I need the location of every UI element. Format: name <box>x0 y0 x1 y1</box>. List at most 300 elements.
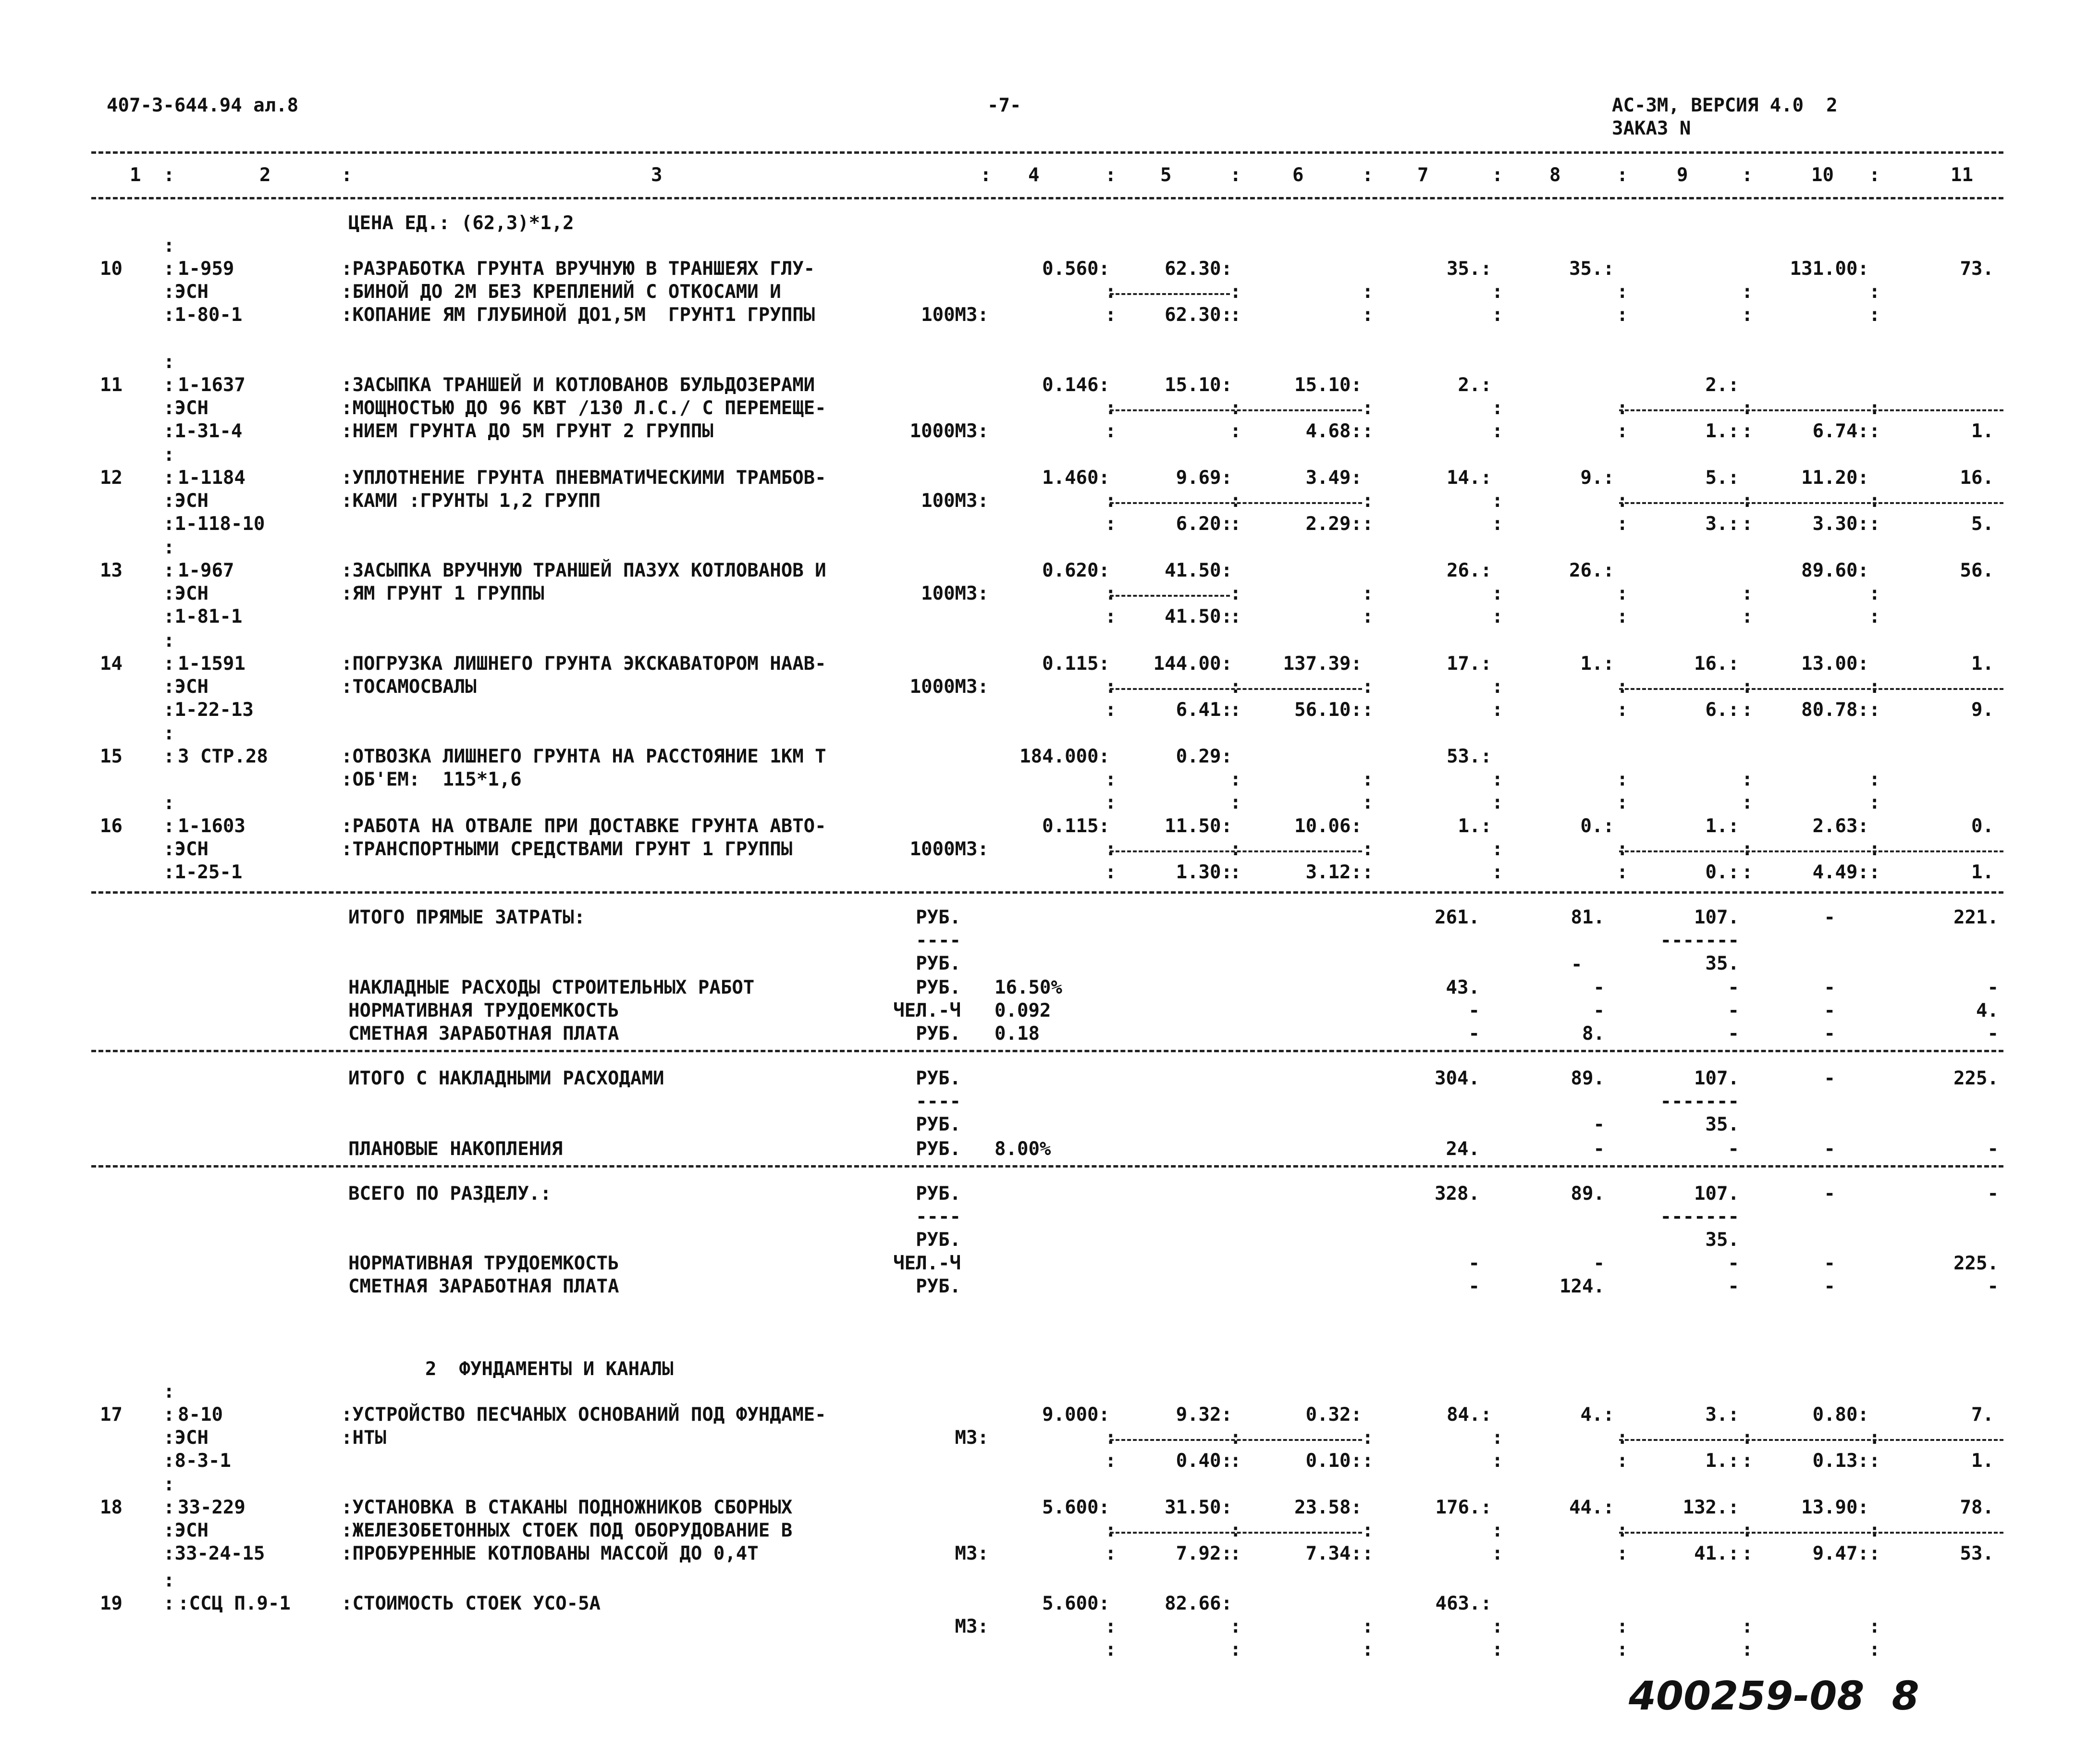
row-code-ref: :8-3-1 <box>163 1450 231 1472</box>
row-description: :ОТВОЗКА ЛИШНЕГО ГРУНТА НА РАССТОЯНИЕ 1КМ Т <box>341 746 826 767</box>
row-code-base: :ЭСН <box>163 1520 209 1541</box>
row-unit: 100М3: <box>921 304 989 326</box>
column-separator: : <box>1617 164 1628 186</box>
row-value-v11: 73. <box>1960 258 1994 280</box>
row-code-base: :ЭСН <box>163 281 209 303</box>
total-direct-col8: 81. <box>1571 907 1605 928</box>
row-separator: : <box>1617 1616 1628 1637</box>
value-split-rule <box>1619 502 2003 504</box>
program-version: АС-3М, ВЕРСИЯ 4.0 2 <box>1612 95 1838 116</box>
row-value-v7: 84.: <box>1447 1404 1492 1426</box>
row-separator: : <box>1492 769 1503 790</box>
row-number: 19 <box>100 1593 123 1614</box>
column-header-3: 3 <box>651 164 663 186</box>
row-separator: : <box>163 235 175 257</box>
row-separator: : <box>1492 861 1503 883</box>
row-value-v10: 80.78: <box>1801 699 1869 721</box>
row-separator: : <box>163 444 175 466</box>
row-description: :УПЛОТНЕНИЕ ГРУНТА ПНЕВМАТИЧЕСКИМИ ТРАМБОВ- <box>341 467 826 489</box>
section-total-col10: - <box>1824 1183 1835 1205</box>
row-separator: : <box>1617 606 1628 627</box>
column-header-2: 2 <box>259 164 271 186</box>
row-value-v6: 137.39: <box>1283 653 1362 675</box>
row-separator: : <box>163 1474 175 1495</box>
section-labor-intensity-col9: - <box>1728 1253 1739 1274</box>
total-direct-col7: 261. <box>1435 907 1480 928</box>
row-separator: : <box>1362 583 1374 604</box>
planned-savings-col10: - <box>1824 1138 1835 1160</box>
row-value-v10: 2.63: <box>1812 815 1869 837</box>
row-separator: : <box>1230 1427 1241 1449</box>
row-separator: : <box>1105 1520 1117 1541</box>
rule-totals-3 <box>91 1165 2003 1168</box>
row-quantity: 0.115: <box>1042 815 1110 837</box>
row-value-v10: 6.74: <box>1812 420 1869 442</box>
section-total-col11: - <box>1987 1183 1999 1205</box>
row-value-v7: 14.: <box>1447 467 1492 489</box>
row-separator: : <box>1742 861 1753 883</box>
row-code: :ССЦ П.9-1 <box>178 1593 291 1614</box>
rule-top <box>91 151 2003 154</box>
row-number: 13 <box>100 560 123 581</box>
row-description: :НИЕМ ГРУНТА ДО 5М ГРУНТ 2 ГРУППЫ <box>341 420 713 442</box>
row-separator: : <box>1869 281 1880 303</box>
row-separator: : <box>1742 490 1753 512</box>
row-value-v11: 78. <box>1960 1497 1994 1518</box>
labor-intensity-col11: 4. <box>1976 1000 1999 1021</box>
row-separator: : <box>1492 699 1503 721</box>
row-value-v5: 62.30: <box>1165 258 1232 280</box>
row-value-v10: 11.20: <box>1801 467 1869 489</box>
column-header-7: 7 <box>1417 164 1429 186</box>
row-separator: : <box>1230 281 1241 303</box>
estimated-wage-label: СМЕТНАЯ ЗАРАБОТНАЯ ПЛАТА <box>348 1023 619 1045</box>
overhead-col9: - <box>1728 977 1739 998</box>
row-separator: : <box>1362 420 1374 442</box>
value-split-rule <box>1110 850 1362 852</box>
row-separator: : <box>1869 1450 1880 1472</box>
row-separator: : <box>1230 583 1241 604</box>
row-value-v6: 0.32: <box>1305 1404 1362 1426</box>
row-separator: : <box>1230 420 1241 442</box>
row-number: 16 <box>100 815 123 837</box>
planned-savings-col9: - <box>1728 1138 1739 1160</box>
row-separator: : <box>163 723 175 744</box>
row-code: 33-229 <box>178 1497 246 1518</box>
row-value-v9: 3.: <box>1705 513 1739 535</box>
column-separator: : <box>1492 164 1503 186</box>
row-code: 1-1591 <box>178 653 246 675</box>
row-value-v11: 1. <box>1971 420 1994 442</box>
row-description: :МОЩНОСТЬЮ ДО 96 КВТ /130 Л.С./ С ПЕРЕМЕЩЕ- <box>341 397 826 419</box>
row-value-v5: 15.10: <box>1165 374 1232 396</box>
overhead-col8: - <box>1593 977 1605 998</box>
row-description: :ТРАНСПОРТНЫМИ СРЕДСТВАМИ ГРУНТ 1 ГРУППЫ <box>341 838 793 860</box>
row-description: :КОПАНИЕ ЯМ ГЛУБИНОЙ ДО1,5М ГРУНТ1 ГРУППЫ <box>341 304 815 326</box>
section-labor-intensity-unit: ЧЕЛ.-Ч <box>893 1253 961 1274</box>
row-separator: : <box>163 792 175 814</box>
row-value-v9: 41.: <box>1694 1543 1739 1564</box>
row-value-v7: 17.: <box>1447 653 1492 675</box>
row-value-v8: 4.: <box>1580 1404 1614 1426</box>
row-value-v9: 1.: <box>1705 815 1739 837</box>
row-value-v11: 56. <box>1960 560 1994 581</box>
row-separator: : <box>1742 1520 1753 1541</box>
value-split-rule <box>1110 293 1230 295</box>
row-unit: М3: <box>955 1543 989 1564</box>
row-value-v6: 3.12: <box>1305 861 1362 883</box>
row-separator: : <box>1492 606 1503 627</box>
row-separator: : <box>163 560 175 581</box>
planned-savings-col7: 24. <box>1446 1138 1480 1160</box>
row-value-v8: 26.: <box>1569 560 1614 581</box>
section-total-col7: 328. <box>1435 1183 1480 1205</box>
row-separator: : <box>1362 281 1374 303</box>
row-separator: : <box>1742 1543 1753 1564</box>
row-separator: : <box>163 1570 175 1591</box>
row-separator: : <box>1617 861 1628 883</box>
estimated-wage-col8: 8. <box>1582 1023 1605 1045</box>
row-value-v9: 132.: <box>1682 1497 1739 1518</box>
row-value-v9: 5.: <box>1705 467 1739 489</box>
row-code-ref: :1-31-4 <box>163 420 243 442</box>
total-with-overhead-unit: РУБ. <box>916 1068 961 1089</box>
row-separator: : <box>1230 861 1241 883</box>
row-separator: : <box>1362 1520 1374 1541</box>
overhead-col11: - <box>1987 977 1999 998</box>
total-with-overhead-col7: 304. <box>1435 1068 1480 1089</box>
row-value-v11: 0. <box>1971 815 1994 837</box>
row-value-v11: 7. <box>1971 1404 1994 1426</box>
estimated-wage-col10: - <box>1824 1023 1835 1045</box>
row-description: :СТОИМОСТЬ СТОЕК УСО-5А <box>341 1593 601 1614</box>
row-value-v7: 35.: <box>1447 258 1492 280</box>
row-separator: : <box>163 1404 175 1426</box>
row-value-v5: 11.50: <box>1165 815 1232 837</box>
row-separator: : <box>163 630 175 652</box>
row-quantity: 1.460: <box>1042 467 1110 489</box>
row-value-v9: 1.: <box>1705 420 1739 442</box>
column-separator: : <box>1230 164 1241 186</box>
row-separator: : <box>1869 1427 1880 1449</box>
row-description: :БИНОЙ ДО 2М БЕЗ КРЕПЛЕНИЙ С ОТКОСАМИ И <box>341 281 781 303</box>
row-separator: : <box>1617 769 1628 790</box>
row-value-v7: 53.: <box>1447 746 1492 767</box>
row-value-v5: 6.41: <box>1176 699 1232 721</box>
section-labor-intensity-col11: 225. <box>1953 1253 1999 1274</box>
row-separator: : <box>1105 583 1117 604</box>
row-value-v5: 6.20: <box>1176 513 1232 535</box>
planned-savings-value: 8.00% <box>995 1138 1051 1160</box>
column-header-9: 9 <box>1677 164 1688 186</box>
section-total-col9: 107. <box>1694 1183 1739 1205</box>
row-separator: : <box>1230 1520 1241 1541</box>
total-direct-col8-sub: - <box>1571 954 1583 975</box>
row-value-v5: 41.50: <box>1165 606 1232 627</box>
value-split-rule <box>1110 502 1362 504</box>
row-separator: : <box>163 1381 175 1402</box>
row-value-v8: 0.: <box>1580 815 1614 837</box>
row-quantity: 5.600: <box>1042 1593 1110 1614</box>
row-separator: : <box>1105 490 1117 512</box>
row-unit: 1000М3: <box>909 838 989 860</box>
row-value-v10: 0.80: <box>1812 1404 1869 1426</box>
row-value-v5: 62.30: <box>1165 304 1232 326</box>
row-value-v11: 1. <box>1971 861 1994 883</box>
row-value-v9: 0.: <box>1705 861 1739 883</box>
value-split-rule <box>1110 1532 1362 1534</box>
row-separator: : <box>1492 676 1503 698</box>
column-separator: : <box>1105 164 1117 186</box>
row-value-v8: 44.: <box>1569 1497 1614 1518</box>
row-separator: : <box>1230 397 1241 419</box>
column-separator: : <box>163 164 175 186</box>
rule-before-totals <box>91 891 2003 894</box>
row-description: :ПОГРУЗКА ЛИШНЕГО ГРУНТА ЭКСКАВАТОРОМ НААВ- <box>341 653 826 675</box>
row-code: 1-959 <box>178 258 234 280</box>
row-separator: : <box>1230 769 1241 790</box>
row-value-v8: 35.: <box>1569 258 1614 280</box>
row-value-v7: 1.: <box>1458 815 1492 837</box>
row-separator: : <box>1105 699 1117 721</box>
row-value-v7: 463.: <box>1435 1593 1492 1614</box>
row-separator: : <box>1105 513 1117 535</box>
row-separator: : <box>1362 838 1374 860</box>
section-total-col9-sub: 35. <box>1705 1229 1739 1251</box>
row-separator: : <box>1869 606 1880 627</box>
row-separator: : <box>1105 420 1117 442</box>
overhead-col7: 43. <box>1446 977 1480 998</box>
row-value-v5: 1.30: <box>1176 861 1232 883</box>
row-value-v7: 2.: <box>1458 374 1492 396</box>
row-separator: : <box>163 746 175 767</box>
row-separator: : <box>1869 490 1880 512</box>
column-separator: : <box>1742 164 1753 186</box>
labor-intensity-value: 0.092 <box>995 1000 1051 1021</box>
total-with-overhead-col11: 225. <box>1953 1068 1999 1089</box>
estimated-wage-unit: РУБ. <box>916 1023 961 1045</box>
row-value-v10: 0.13: <box>1812 1450 1869 1472</box>
row-value-v7: 26.: <box>1447 560 1492 581</box>
section-estimated-wage-unit: РУБ. <box>916 1276 961 1297</box>
row-code: 1-1637 <box>178 374 246 396</box>
total-with-overhead-col8-sub: - <box>1593 1114 1605 1135</box>
row-code-base: :ЭСН <box>163 490 209 512</box>
column-header-4: 4 <box>1028 164 1040 186</box>
row-value-v11: 1. <box>1971 1450 1994 1472</box>
row-separator: : <box>1617 699 1628 721</box>
total-with-overhead-col10: - <box>1824 1068 1835 1089</box>
value-split-rule <box>1619 1439 2003 1441</box>
row-separator: : <box>1869 420 1880 442</box>
value-split-rule <box>1110 409 1362 411</box>
price-note: ЦЕНА ЕД.: (62,3)*1,2 <box>348 212 574 234</box>
row-number: 14 <box>100 653 123 675</box>
row-separator: : <box>1362 1450 1374 1472</box>
row-description: :ТОСАМОСВАЛЫ <box>341 676 477 698</box>
row-description: :УСТАНОВКА В СТАКАНЫ ПОДНОЖНИКОВ СБОРНЫХ <box>341 1497 793 1518</box>
column-header-6: 6 <box>1292 164 1304 186</box>
row-value-v6: 7.34: <box>1305 1543 1362 1564</box>
value-split-rule <box>1110 595 1230 597</box>
labor-intensity-col8: - <box>1593 1000 1605 1021</box>
overhead-unit: РУБ. <box>916 977 961 998</box>
row-separator: : <box>1869 1616 1880 1637</box>
row-value-v11: 1. <box>1971 653 1994 675</box>
row-separator: : <box>1869 1639 1880 1661</box>
column-separator: : <box>1869 164 1880 186</box>
section-total-unit: РУБ. <box>916 1183 961 1205</box>
row-separator: : <box>1362 1639 1374 1661</box>
row-separator: : <box>1617 304 1628 326</box>
row-description: :ЖЕЛЕЗОБЕТОННЫХ СТОЕК ПОД ОБОРУДОВАНИЕ В <box>341 1520 793 1541</box>
row-separator: : <box>1742 606 1753 627</box>
column-header-11: 11 <box>1951 164 1973 186</box>
row-description: :КАМИ :ГРУНТЫ 1,2 ГРУПП <box>341 490 601 512</box>
row-separator: : <box>1742 1427 1753 1449</box>
section-2-title: 2 ФУНДАМЕНТЫ И КАНАЛЫ <box>425 1358 674 1380</box>
row-value-v5: 41.50: <box>1165 560 1232 581</box>
row-separator: : <box>1230 676 1241 698</box>
row-value-v6: 10.06: <box>1294 815 1362 837</box>
row-separator: : <box>1869 699 1880 721</box>
row-separator: : <box>1617 1639 1628 1661</box>
total-with-overhead-col9: 107. <box>1694 1068 1739 1089</box>
document-code: 407-3-644.94 ал.8 <box>107 95 299 116</box>
row-quantity: 0.115: <box>1042 653 1110 675</box>
row-value-v6: 0.10: <box>1305 1450 1362 1472</box>
row-separator: : <box>1105 304 1117 326</box>
row-unit: 100М3: <box>921 583 989 604</box>
row-separator: : <box>1362 699 1374 721</box>
row-separator: : <box>1869 861 1880 883</box>
row-separator: : <box>1492 838 1503 860</box>
row-value-v10: 13.00: <box>1801 653 1869 675</box>
order-number: ЗАКАЗ N <box>1612 118 1691 139</box>
row-value-v6: 56.10: <box>1294 699 1362 721</box>
row-separator: : <box>1230 490 1241 512</box>
row-separator: : <box>1362 1543 1374 1564</box>
row-separator: : <box>1230 699 1241 721</box>
row-value-v6: 4.68: <box>1305 420 1362 442</box>
row-description: :ЗАСЫПКА ВРУЧНУЮ ТРАНШЕЙ ПАЗУХ КОТЛОВАНОВ И <box>341 560 826 581</box>
row-separator: : <box>1869 583 1880 604</box>
section-labor-intensity-col8: - <box>1593 1253 1605 1274</box>
total-direct-dash: ---- <box>916 930 961 951</box>
labor-intensity-label: НОРМАТИВНАЯ ТРУДОЕМКОСТЬ <box>348 1000 619 1021</box>
row-separator: : <box>1492 420 1503 442</box>
section-estimated-wage-col9: - <box>1728 1276 1739 1297</box>
row-separator: : <box>1742 1639 1753 1661</box>
row-separator: : <box>1742 1616 1753 1637</box>
column-separator: : <box>1362 164 1374 186</box>
row-separator: : <box>163 1593 175 1614</box>
section-labor-intensity-label: НОРМАТИВНАЯ ТРУДОЕМКОСТЬ <box>348 1253 619 1274</box>
row-quantity: 5.600: <box>1042 1497 1110 1518</box>
row-separator: : <box>1492 1639 1503 1661</box>
row-code: 1-1603 <box>178 815 246 837</box>
row-separator: : <box>1230 1639 1241 1661</box>
row-code-base: :ЭСН <box>163 1427 209 1449</box>
planned-savings-label: ПЛАНОВЫЕ НАКОПЛЕНИЯ <box>348 1138 563 1160</box>
row-value-v9: 2.: <box>1705 374 1739 396</box>
estimated-wage-col11: - <box>1987 1023 1999 1045</box>
row-separator: : <box>1742 281 1753 303</box>
value-split-rule <box>1110 688 1362 690</box>
row-separator: : <box>1362 861 1374 883</box>
column-separator: : <box>341 164 353 186</box>
page-number: -7- <box>987 95 1021 116</box>
row-separator: : <box>1362 792 1374 813</box>
row-unit: М3: <box>955 1616 989 1637</box>
row-number: 10 <box>100 258 123 280</box>
row-separator: : <box>1492 397 1503 419</box>
row-separator: : <box>1869 513 1880 535</box>
row-value-v5: 144.00: <box>1153 653 1232 675</box>
rule-totals-2 <box>91 1050 2003 1052</box>
row-separator: : <box>163 537 175 558</box>
total-direct-label: ИТОГО ПРЯМЫЕ ЗАТРАТЫ: <box>348 907 586 928</box>
row-description: :УСТРОЙСТВО ПЕСЧАНЫХ ОСНОВАНИЙ ПОД ФУНДАМЕ- <box>341 1404 826 1426</box>
row-separator: : <box>1742 420 1753 442</box>
total-direct-col9-sub: 35. <box>1705 953 1739 974</box>
row-separator: : <box>163 1497 175 1518</box>
estimated-wage-col9: - <box>1728 1023 1739 1045</box>
row-separator: : <box>1869 769 1880 790</box>
row-separator: : <box>1617 1520 1628 1541</box>
row-separator: : <box>1742 397 1753 419</box>
row-separator: : <box>1105 1450 1117 1472</box>
labor-intensity-col9: - <box>1728 1000 1739 1021</box>
total-direct-col9: 107. <box>1694 907 1739 928</box>
row-separator: : <box>1742 583 1753 604</box>
row-separator: : <box>1617 1427 1628 1449</box>
row-value-v8: 1.: <box>1580 653 1614 675</box>
section-total-dash: ---- <box>916 1206 961 1228</box>
row-code-ref: :1-118-10 <box>163 513 265 535</box>
value-split-rule <box>1619 688 2003 690</box>
overhead-col10: - <box>1824 977 1835 998</box>
total-with-overhead-label: ИТОГО С НАКЛАДНЫМИ РАСХОДАМИ <box>348 1068 664 1089</box>
row-code: 1-1184 <box>178 467 246 489</box>
row-description: :РАЗРАБОТКА ГРУНТА ВРУЧНУЮ В ТРАНШЕЯХ ГЛУ- <box>341 258 815 280</box>
row-value-v6: 2.29: <box>1305 513 1362 535</box>
row-separator: : <box>1869 792 1880 813</box>
row-separator: : <box>1492 304 1503 326</box>
value-split-rule <box>1619 409 2003 411</box>
total-direct-col10: - <box>1824 907 1835 928</box>
planned-savings-col8: - <box>1593 1138 1605 1160</box>
row-value-v10: 9.47: <box>1812 1543 1869 1564</box>
row-value-v10: 89.60: <box>1801 560 1869 581</box>
rule-header <box>91 197 2003 199</box>
row-separator: : <box>1362 1427 1374 1449</box>
section-estimated-wage-label: СМЕТНАЯ ЗАРАБОТНАЯ ПЛАТА <box>348 1276 619 1297</box>
row-quantity: 0.620: <box>1042 560 1110 581</box>
row-separator: : <box>1617 838 1628 860</box>
row-separator: : <box>1869 304 1880 326</box>
row-separator: : <box>1869 397 1880 419</box>
estimated-wage-value: 0.18 <box>995 1023 1040 1045</box>
row-separator: : <box>1617 1543 1628 1564</box>
row-value-v9: 16.: <box>1694 653 1739 675</box>
row-description: :НТЫ <box>341 1427 386 1449</box>
row-code-ref: :1-81-1 <box>163 606 243 627</box>
section-estimated-wage-col10: - <box>1824 1276 1835 1297</box>
value-split-rule <box>1110 1439 1362 1441</box>
section-labor-intensity-col10: - <box>1824 1253 1835 1274</box>
row-separator: : <box>1362 606 1374 627</box>
